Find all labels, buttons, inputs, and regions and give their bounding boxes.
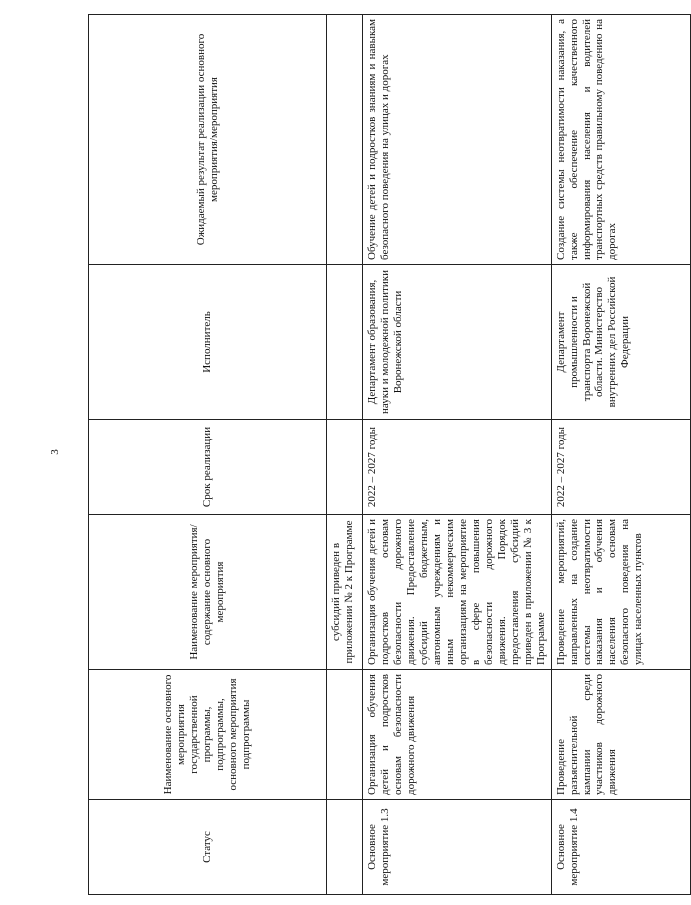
continuation-row	[327, 15, 363, 895]
header-executor: Исполнитель	[89, 265, 327, 420]
page-number: 3	[48, 449, 61, 455]
continuation-content: субсидий приведен в приложении № 2 к Программе	[327, 515, 363, 670]
row-name: Организация обучения детей и подростков основам безопасности дорожного движения	[363, 670, 552, 800]
header-row	[89, 15, 327, 895]
program-table	[88, 14, 691, 895]
table-container	[88, 15, 645, 895]
continuation-term	[327, 420, 363, 515]
header-result: Ожидаемый результат реализации основного мероприятия/мероприятия	[89, 15, 327, 265]
row-term: 2022 – 2027 годы	[551, 420, 690, 515]
row-term: 2022 – 2027 годы	[363, 420, 552, 515]
row-content: Организация обучения детей и подростков основам безопасности дорожного движения. Предоставление субсидий бюджетным, автономным учреждениям и иным некоммерческим организациям на мероприятие в сфере повышения безопасности дорожного движения. Порядок предоставления субсидий приведен в приложении № 3 к Программе	[363, 515, 552, 670]
row-status: Основное мероприятие 1.3	[363, 800, 552, 895]
row-content: Проведение мероприятий, направленных на создание системы неотвратимости наказания и обучения населения основам безопасного поведения на улицах населенных пунктов	[551, 515, 690, 670]
row-result: Обучение детей и подростков знаниям и навыкам безопасного поведения на улицах и дорогах	[363, 15, 552, 265]
row-executor: Департамент промышленности и транспорта Воронежской области. Министерство внутренних дел Российской Федерации	[551, 265, 690, 420]
header-term: Срок реализации	[89, 420, 327, 515]
continuation-executor	[327, 265, 363, 420]
row-name: Проведение разъяснительной кампании среди участников дорожного движения	[551, 670, 690, 800]
row-executor: Департамент образования, науки и молодежной политики Воронежской области	[363, 265, 552, 420]
header-status: Статус	[89, 800, 327, 895]
rotated-page	[88, 15, 645, 895]
row-result: Создание системы неотвратимости наказания, а также обеспечение качественного информирования населения и водителей транспортных средств правильному поведению на дорогах	[551, 15, 690, 265]
continuation-result	[327, 15, 363, 265]
header-content: Наименование мероприятия/содержание основного мероприятия	[89, 515, 327, 670]
row-status: Основное мероприятие 1.4	[551, 800, 690, 895]
table-row	[363, 15, 552, 895]
header-name: Наименование основного мероприятия государственной программы, подпрограммы, основного мероприятия подпрограммы	[89, 670, 327, 800]
continuation-status	[327, 800, 363, 895]
table-row	[551, 15, 690, 895]
continuation-name	[327, 670, 363, 800]
